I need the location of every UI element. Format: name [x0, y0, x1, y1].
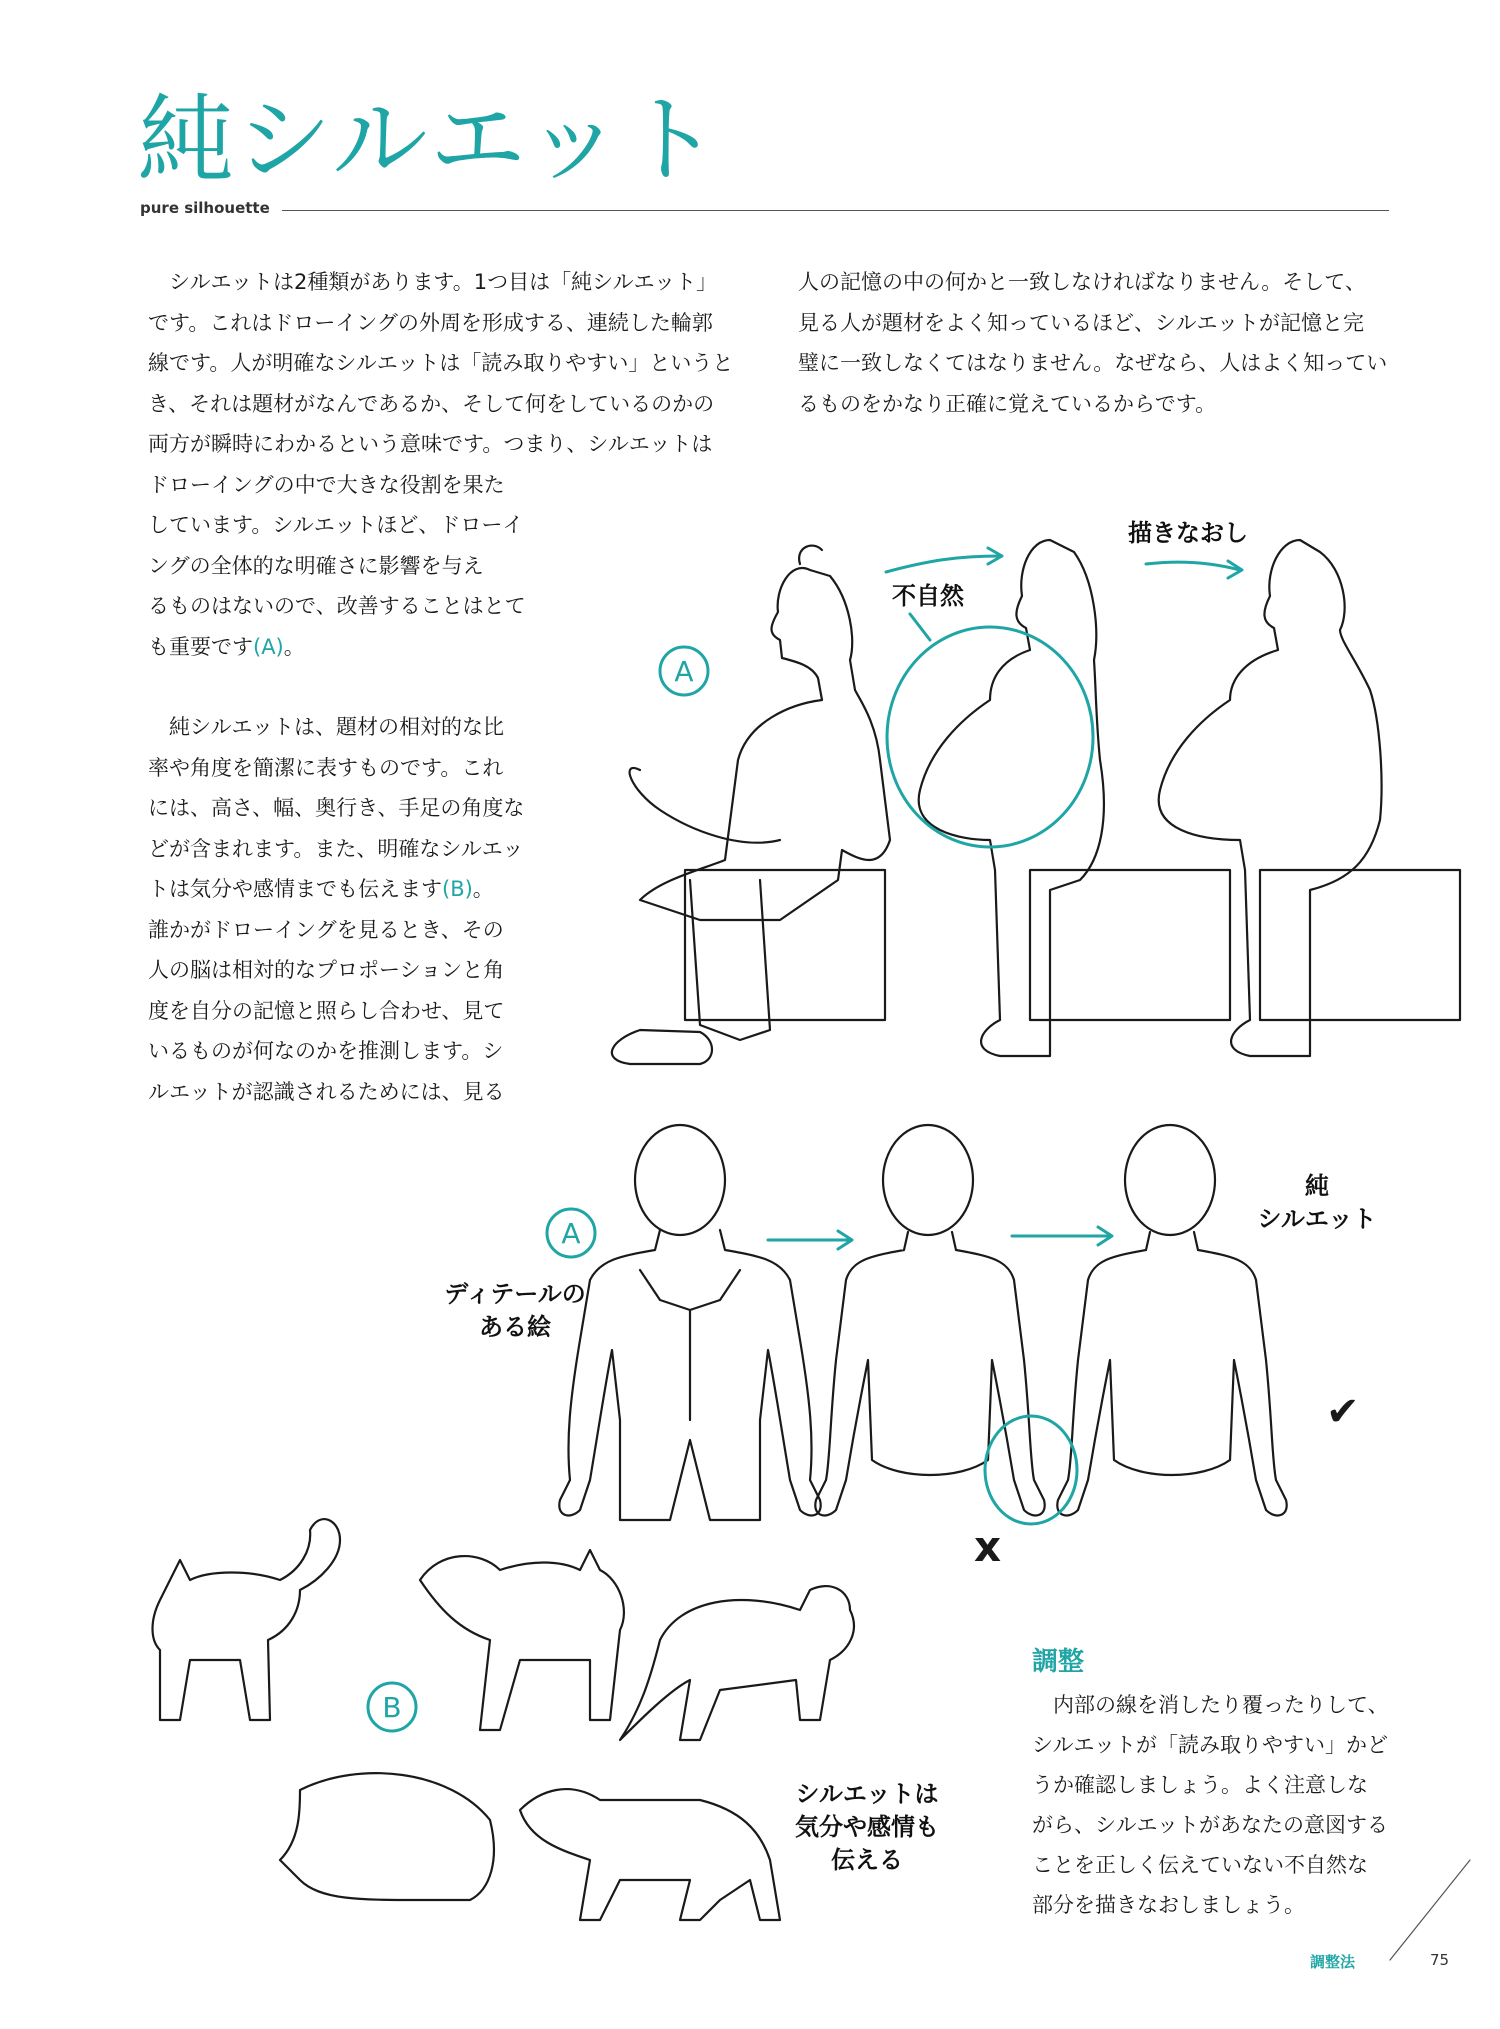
label-line: ある絵: [479, 1313, 551, 1341]
body-line: るものはないので、改善することはとて: [148, 594, 526, 618]
body-line: 率や角度を簡潔に表すものです。これ: [148, 755, 504, 780]
sidebar-line: シルエットが「読み取りやすい」かど: [1032, 1733, 1389, 1757]
sidebar-line: 内部の線を消したり覆ったりして、: [1032, 1693, 1389, 1717]
marker-a1: A: [674, 655, 694, 688]
arrow-2: [1146, 562, 1240, 570]
page-title: 純シルエット: [138, 84, 722, 196]
sidebar-line: ことを正しく伝えていない不自然な: [1032, 1853, 1368, 1877]
body-line: き、それは題材がなんであるか、そして何をしているのかの: [148, 391, 715, 416]
body-line: どが含まれます。また、明確なシルエッ: [148, 836, 524, 861]
label-line: 伝える: [831, 1846, 903, 1874]
page-number: 75: [1430, 1951, 1450, 1969]
label-pure-silhouette: [1252, 1170, 1382, 1236]
body-line: には、高さ、幅、奥行き、手足の角度な: [148, 796, 525, 820]
body-line-text: トは気分や感情までも伝えます: [148, 877, 442, 901]
label-line: 気分や感情も: [795, 1813, 939, 1841]
label-animals: [782, 1778, 952, 1877]
body-line: 度を自分の記憶と照らし合わせ、見て: [148, 998, 505, 1023]
hand-problem-circle: [985, 1416, 1077, 1524]
body-line-end: 。: [472, 877, 494, 901]
ref-a: (A): [253, 634, 284, 659]
body-line-end: 。: [283, 634, 305, 659]
marker-b: B: [382, 1691, 402, 1724]
seated-figure-silhouette-redrawn: [1159, 540, 1460, 1056]
body-line: ドローイングの中で大きな役割を果た: [148, 472, 505, 497]
label-detailed-drawing: [430, 1278, 600, 1344]
body-line: 見る人が題材をよく知っているほど、シルエットが記憶と完: [798, 310, 1365, 335]
body-line: 誰かがドローイングを見るとき、その: [148, 917, 504, 942]
marker-a2: A: [561, 1217, 581, 1250]
label-unnatural: 不自然: [892, 582, 964, 610]
body-line: 人の記憶の中の何かと一致しなければなりません。そして、: [798, 270, 1366, 294]
animal-cat-1: [153, 1519, 341, 1720]
body-line: ルエットが認識されるためには、見る: [148, 1079, 505, 1104]
sidebar-heading: 調整: [1032, 1647, 1085, 1677]
body-line: 璧に一致しなくてはなりません。なぜなら、人はよく知ってい: [798, 351, 1388, 375]
body-line: ングの全体的な明確さに影響を与え: [148, 553, 484, 578]
body-line: 線です。人が明確なシルエットは「読み取りやすい」というと: [148, 351, 734, 375]
sidebar-body: [1032, 1685, 1389, 1925]
animal-cat-2: [420, 1550, 624, 1730]
sidebar-line: うか確認しましょう。よく注意しな: [1032, 1773, 1368, 1797]
animal-cat-3: [620, 1586, 854, 1740]
standing-figure-mid: [815, 1125, 1044, 1515]
callout-line: [910, 614, 930, 640]
body-line: るものをかなり正確に覚えているからです。: [798, 391, 1217, 416]
seated-figure-detail: [612, 546, 890, 1064]
sidebar-line: がら、シルエットがあなたの意図する: [1032, 1813, 1389, 1837]
label-redraw: 描きなおし: [1128, 519, 1248, 547]
sidebar-line: 部分を描きなおしましょう。: [1032, 1893, 1305, 1917]
page-subtitle: pure silhouette: [140, 199, 270, 217]
label-line: シルエットは: [795, 1780, 939, 1808]
arrow-1: [886, 556, 1000, 572]
wrong-mark: x: [974, 1522, 1002, 1571]
label-line: ディテールの: [444, 1280, 586, 1308]
body-line: しています。シルエットほど、ドローイ: [148, 513, 524, 537]
check-mark: ✔: [1326, 1389, 1360, 1435]
body-line: いるものが何なのかを推測します。シ: [148, 1039, 504, 1063]
footer-section: 調整法: [1310, 1953, 1356, 1971]
label-line: シルエット: [1257, 1205, 1377, 1233]
body-line: 純シルエットは、題材の相対的な比: [148, 715, 505, 739]
footer-diagonal: [1390, 1860, 1470, 1960]
body-line: 両方が瞬時にわかるという意味です。つまり、シルエットは: [148, 432, 713, 456]
label-line: 純: [1305, 1172, 1329, 1200]
body-line-text: も重要です: [148, 634, 253, 659]
ref-b: (B): [442, 877, 473, 901]
body-line: です。これはドローイングの外周を形成する、連続した輪郭: [148, 310, 713, 335]
animal-cat-5: [520, 1789, 780, 1920]
problem-circle: [887, 627, 1093, 847]
animal-cat-4: [280, 1773, 494, 1900]
body-line: 人の脳は相対的なプロポーションと角: [148, 958, 505, 982]
body-line: シルエットは2種類があります。1つ目は「純シルエット」: [148, 270, 718, 294]
